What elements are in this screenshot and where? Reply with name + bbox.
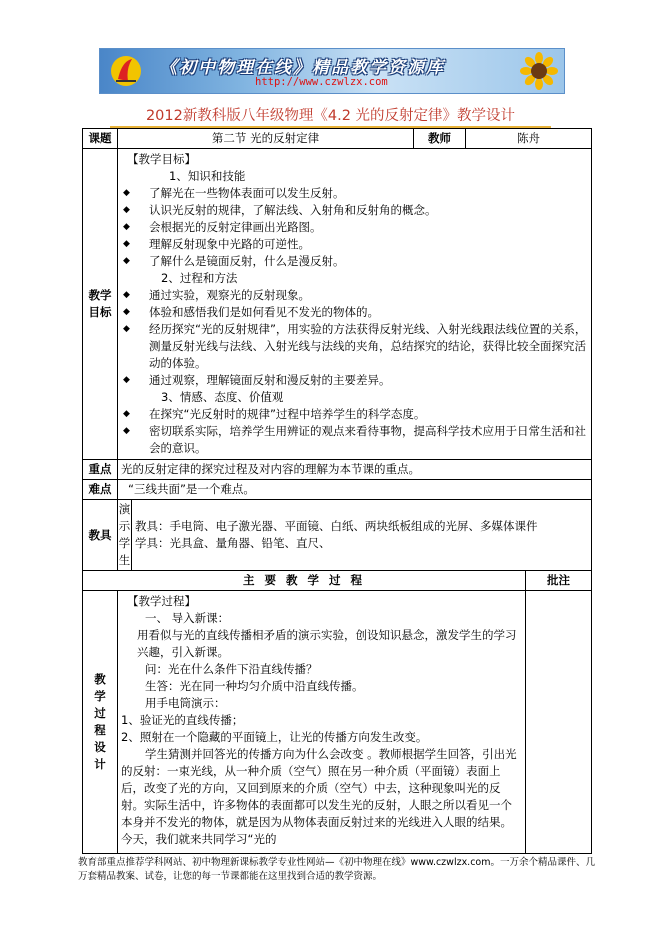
process-row bbox=[83, 591, 592, 854]
objectives-list-2 bbox=[121, 287, 588, 389]
process-label-text: 教学过程设计 bbox=[94, 672, 106, 771]
difficulty-label: 难点 bbox=[83, 480, 118, 500]
process-label bbox=[83, 591, 118, 854]
process-header-title: 主 要 教 学 过 程 bbox=[83, 571, 526, 591]
list-item: ◆ 理解反射现象中光路的可逆性。 bbox=[123, 237, 310, 251]
process-demo: 用手电筒演示： bbox=[145, 696, 226, 710]
bullet-diamond-icon: ◆ bbox=[123, 290, 130, 300]
tools-row bbox=[83, 500, 592, 571]
sunflower-icon bbox=[520, 52, 558, 90]
process-heading: 【教学过程】 bbox=[127, 594, 196, 608]
notes-header: 批注 bbox=[526, 571, 592, 591]
list-item: ◆ 会根据光的反射定律画出光路图。 bbox=[123, 220, 322, 234]
logo-icon bbox=[108, 53, 144, 89]
process-paragraph-1: 用看似与光的直线传播相矛盾的演示实验，创设知识悬念，激发学生的学习兴趣，引入新课。 bbox=[137, 628, 517, 659]
banner-title: 《初中物理在线》精品教学资源库 bbox=[160, 58, 445, 78]
bullet-diamond-icon: ◆ bbox=[123, 375, 130, 385]
tools-content bbox=[132, 500, 592, 571]
bullet-diamond-icon: ◆ bbox=[123, 256, 130, 266]
tools-label: 教具 bbox=[83, 500, 118, 571]
objectives-list-1 bbox=[121, 185, 588, 270]
bullet-diamond-icon: ◆ bbox=[123, 426, 130, 436]
process-demo-2: 2、照射在一个隐藏的平面镜上，让光的传播方向发生改变。 bbox=[121, 730, 428, 744]
tools-sub-label-text: 演示学生 bbox=[118, 502, 131, 567]
topic-label: 课题 bbox=[83, 129, 118, 149]
bullet-diamond-icon: ◆ bbox=[123, 188, 130, 198]
process-paragraph-2: 学生猜测并回答光的传播方向为什么会改变 。教师根据学生回答，引出光的反射：一束光线，从一种介质（空气）照在另一种介质（平面镜）表面上后，改变了光的方向，又回到原来的介质（空气）中去，这种现象叫光的反射。实际生活中，许多物体的表面都可以发生光的反射，人眼之所以看见一个本身并不发光的物体，就是因为从物体表面反射过来的光线进入人眼的结果。今天，我们就来共同学习“光的 bbox=[121, 747, 517, 846]
notes-cell bbox=[526, 591, 592, 854]
key-point-row bbox=[83, 460, 592, 480]
list-item: ◆ 在探究“光反射时的规律”过程中培养学生的科学态度。 bbox=[123, 407, 426, 421]
difficulty-row bbox=[83, 480, 592, 500]
objectives-content bbox=[118, 149, 592, 460]
topic-row bbox=[83, 129, 592, 149]
document-title-text: 2012新教科版八年级物理《4.2 光的反射定律》教学设计 bbox=[145, 108, 516, 124]
objectives-list-3 bbox=[121, 406, 588, 457]
list-item: ◆ 体验和感悟我们是如何看见不发光的物体的。 bbox=[123, 305, 379, 319]
footer-text: 教育部重点推荐学科网站、初中物理新课标教学专业性网站—《初中物理在线》www.czwlzx.com。一万余个精品课件、几万套精品教案、试卷，让您的每一节课都能在这里找到合适的教学资源。 bbox=[78, 857, 595, 882]
lesson-plan-table bbox=[82, 128, 592, 854]
objectives-section-2: 2、过程和方法 bbox=[161, 271, 238, 285]
objectives-label-text: 教学目标 bbox=[88, 288, 112, 319]
key-point-label: 重点 bbox=[83, 460, 118, 480]
process-answer: 生答：光在同一种均匀介质中沿直线传播。 bbox=[145, 679, 364, 693]
objectives-section-3: 3、情感、态度、价值观 bbox=[161, 390, 284, 404]
teacher-label: 教师 bbox=[414, 129, 466, 149]
list-item: ◆ 认识光反射的规律，了解法线、入射角和反射角的概念。 bbox=[123, 203, 437, 217]
list-item: ◆ 了解光在一些物体表面可以发生反射。 bbox=[123, 186, 345, 200]
list-item: ◆ 通过观察，理解镜面反射和漫反射的主要差异。 bbox=[123, 373, 391, 387]
process-question: 问：光在什么条件下沿直线传播？ bbox=[145, 662, 318, 676]
bullet-diamond-icon: ◆ bbox=[123, 239, 130, 249]
bullet-diamond-icon: ◆ bbox=[123, 324, 130, 334]
difficulty-text: “三线共面”是一个难点。 bbox=[118, 480, 592, 500]
objectives-row bbox=[83, 149, 592, 460]
process-demo-1: 1、验证光的直线传播； bbox=[121, 713, 244, 727]
bullet-diamond-icon: ◆ bbox=[123, 307, 130, 317]
tools-sub-label bbox=[118, 500, 132, 571]
list-item: ◆ 了解什么是镜面反射，什么是漫反射。 bbox=[123, 254, 345, 268]
process-step-1: 一、 导入新课： bbox=[145, 611, 230, 625]
header-banner bbox=[99, 48, 565, 94]
bullet-diamond-icon: ◆ bbox=[123, 205, 130, 215]
objectives-label bbox=[83, 149, 118, 460]
topic-value: 第二节 光的反射定律 bbox=[118, 129, 414, 149]
bullet-diamond-icon: ◆ bbox=[123, 222, 130, 232]
banner-url[interactable]: http://www.czwlzx.com bbox=[255, 76, 388, 88]
objectives-section-1: 1、知识和技能 bbox=[169, 169, 246, 183]
process-header-row bbox=[83, 571, 592, 591]
student-tools: 学具：光具盒、量角器、铅笔、直尺、 bbox=[135, 536, 331, 550]
teacher-tools: 教具：手电筒、电子激光器、平面镜、白纸、两块纸板组成的光屏、多媒体课件 bbox=[135, 519, 538, 533]
bullet-diamond-icon: ◆ bbox=[123, 409, 130, 419]
list-item: ◆ 经历探究“光的反射规律”，用实验的方法获得反射光线、入射光线跟法线位置的关系，测量反射光线与法线、入射光线与法线的夹角，总结探究的结论，获得比较全面探究活动的体验。 bbox=[123, 322, 587, 370]
list-item: ◆ 通过实验，观察光的反射现象。 bbox=[123, 288, 310, 302]
objectives-heading: 【教学目标】 bbox=[127, 152, 196, 166]
key-point-text: 光的反射定律的探究过程及对内容的理解为本节课的重点。 bbox=[118, 460, 592, 480]
teacher-value: 陈舟 bbox=[466, 129, 592, 149]
process-content bbox=[118, 591, 526, 854]
document-title bbox=[0, 104, 661, 125]
list-item: ◆ 密切联系实际，培养学生用辨证的观点来看待事物，提高科学技术应用于日常生活和社会的意识。 bbox=[123, 424, 586, 455]
